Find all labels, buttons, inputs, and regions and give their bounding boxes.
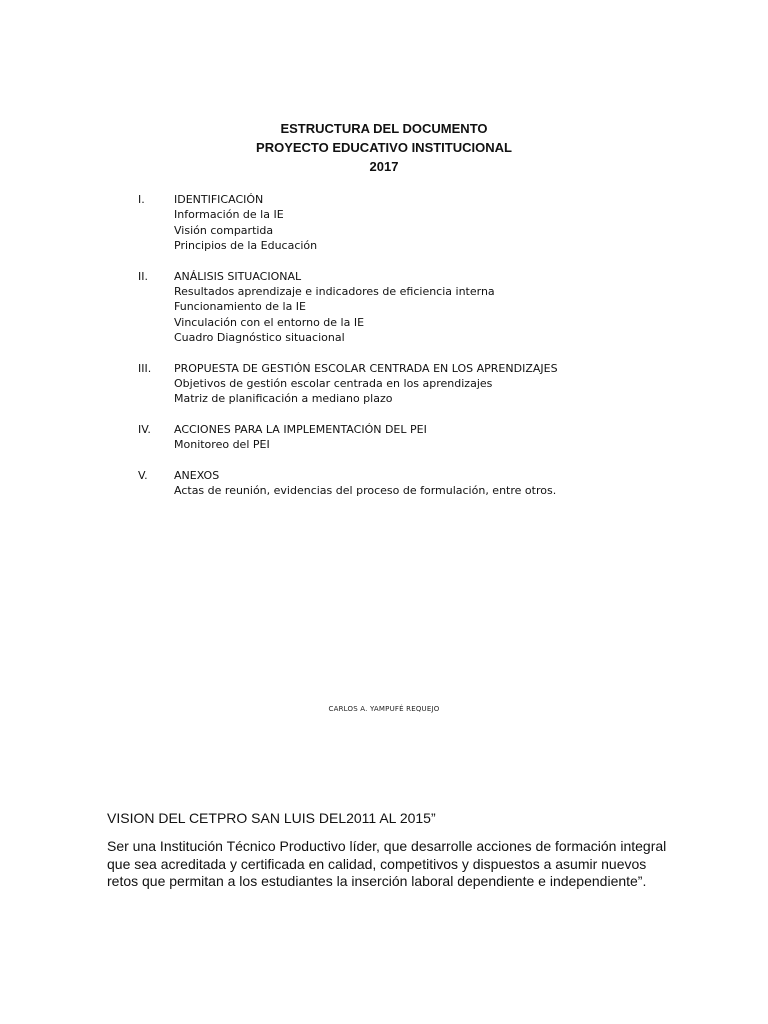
section-heading: ANÁLISIS SITUACIONAL — [174, 269, 302, 283]
vision-paragraph: Ser una Institución Técnico Productivo líder, que desarrolle acciones de formación integral que sea acreditada y certificada en calidad, competitivos y dispuestos a asumir nuevos retos que permitan a los estudiantes la inserción laboral dependiente e independiente”. — [107, 838, 667, 889]
section-heading: PROPUESTA DE GESTIÓN ESCOLAR CENTRADA EN LOS APRENDIZAJES — [174, 361, 558, 375]
section-item: Cuadro Diagnóstico situacional — [174, 331, 345, 345]
author-signature: CARLOS A. YAMPUFÉ REQUEJO — [328, 705, 440, 713]
section-item: Monitoreo del PEI — [174, 438, 270, 452]
section-item: Visión compartida — [174, 223, 274, 237]
vision-title: VISION DEL CETPRO SAN LUIS DEL2011 AL 2015” — [107, 810, 436, 826]
title-line-1: ESTRUCTURA DEL DOCUMENTO — [280, 121, 488, 136]
section-identificacion — [138, 192, 698, 254]
section-numeral: II. — [138, 269, 148, 283]
section-numeral: IV. — [138, 422, 151, 436]
section-numeral: V. — [138, 468, 148, 482]
document-outline — [138, 192, 698, 514]
section-numeral: III. — [138, 361, 152, 375]
section-anexos — [138, 468, 698, 499]
section-item: Actas de reunión, evidencias del proceso de formulación, entre otros. — [174, 484, 557, 498]
section-item: Resultados aprendizaje e indicadores de eficiencia interna — [174, 285, 495, 299]
vision-block — [107, 808, 667, 891]
section-analisis-situacional — [138, 269, 698, 346]
title-line-3: 2017 — [369, 159, 399, 174]
document-title-block — [0, 119, 768, 176]
section-item: Funcionamiento de la IE — [174, 300, 306, 314]
section-item: Información de la IE — [174, 208, 284, 222]
section-propuesta-gestion — [138, 361, 698, 407]
section-heading: ACCIONES PARA LA IMPLEMENTACIÓN DEL PEI — [174, 422, 427, 436]
section-numeral: I. — [138, 193, 145, 206]
section-item: Matriz de planificación a mediano plazo — [174, 392, 393, 406]
section-item: Vinculación con el entorno de la IE — [174, 315, 365, 329]
section-item: Objetivos de gestión escolar centrada en los aprendizajes — [174, 377, 493, 391]
section-item: Principios de la Educación — [174, 239, 318, 253]
section-acciones-implementacion — [138, 422, 698, 453]
section-heading: IDENTIFICACIÓN — [174, 193, 264, 206]
title-line-2: PROYECTO EDUCATIVO INSTITUCIONAL — [256, 140, 512, 155]
section-heading: ANEXOS — [174, 468, 220, 482]
